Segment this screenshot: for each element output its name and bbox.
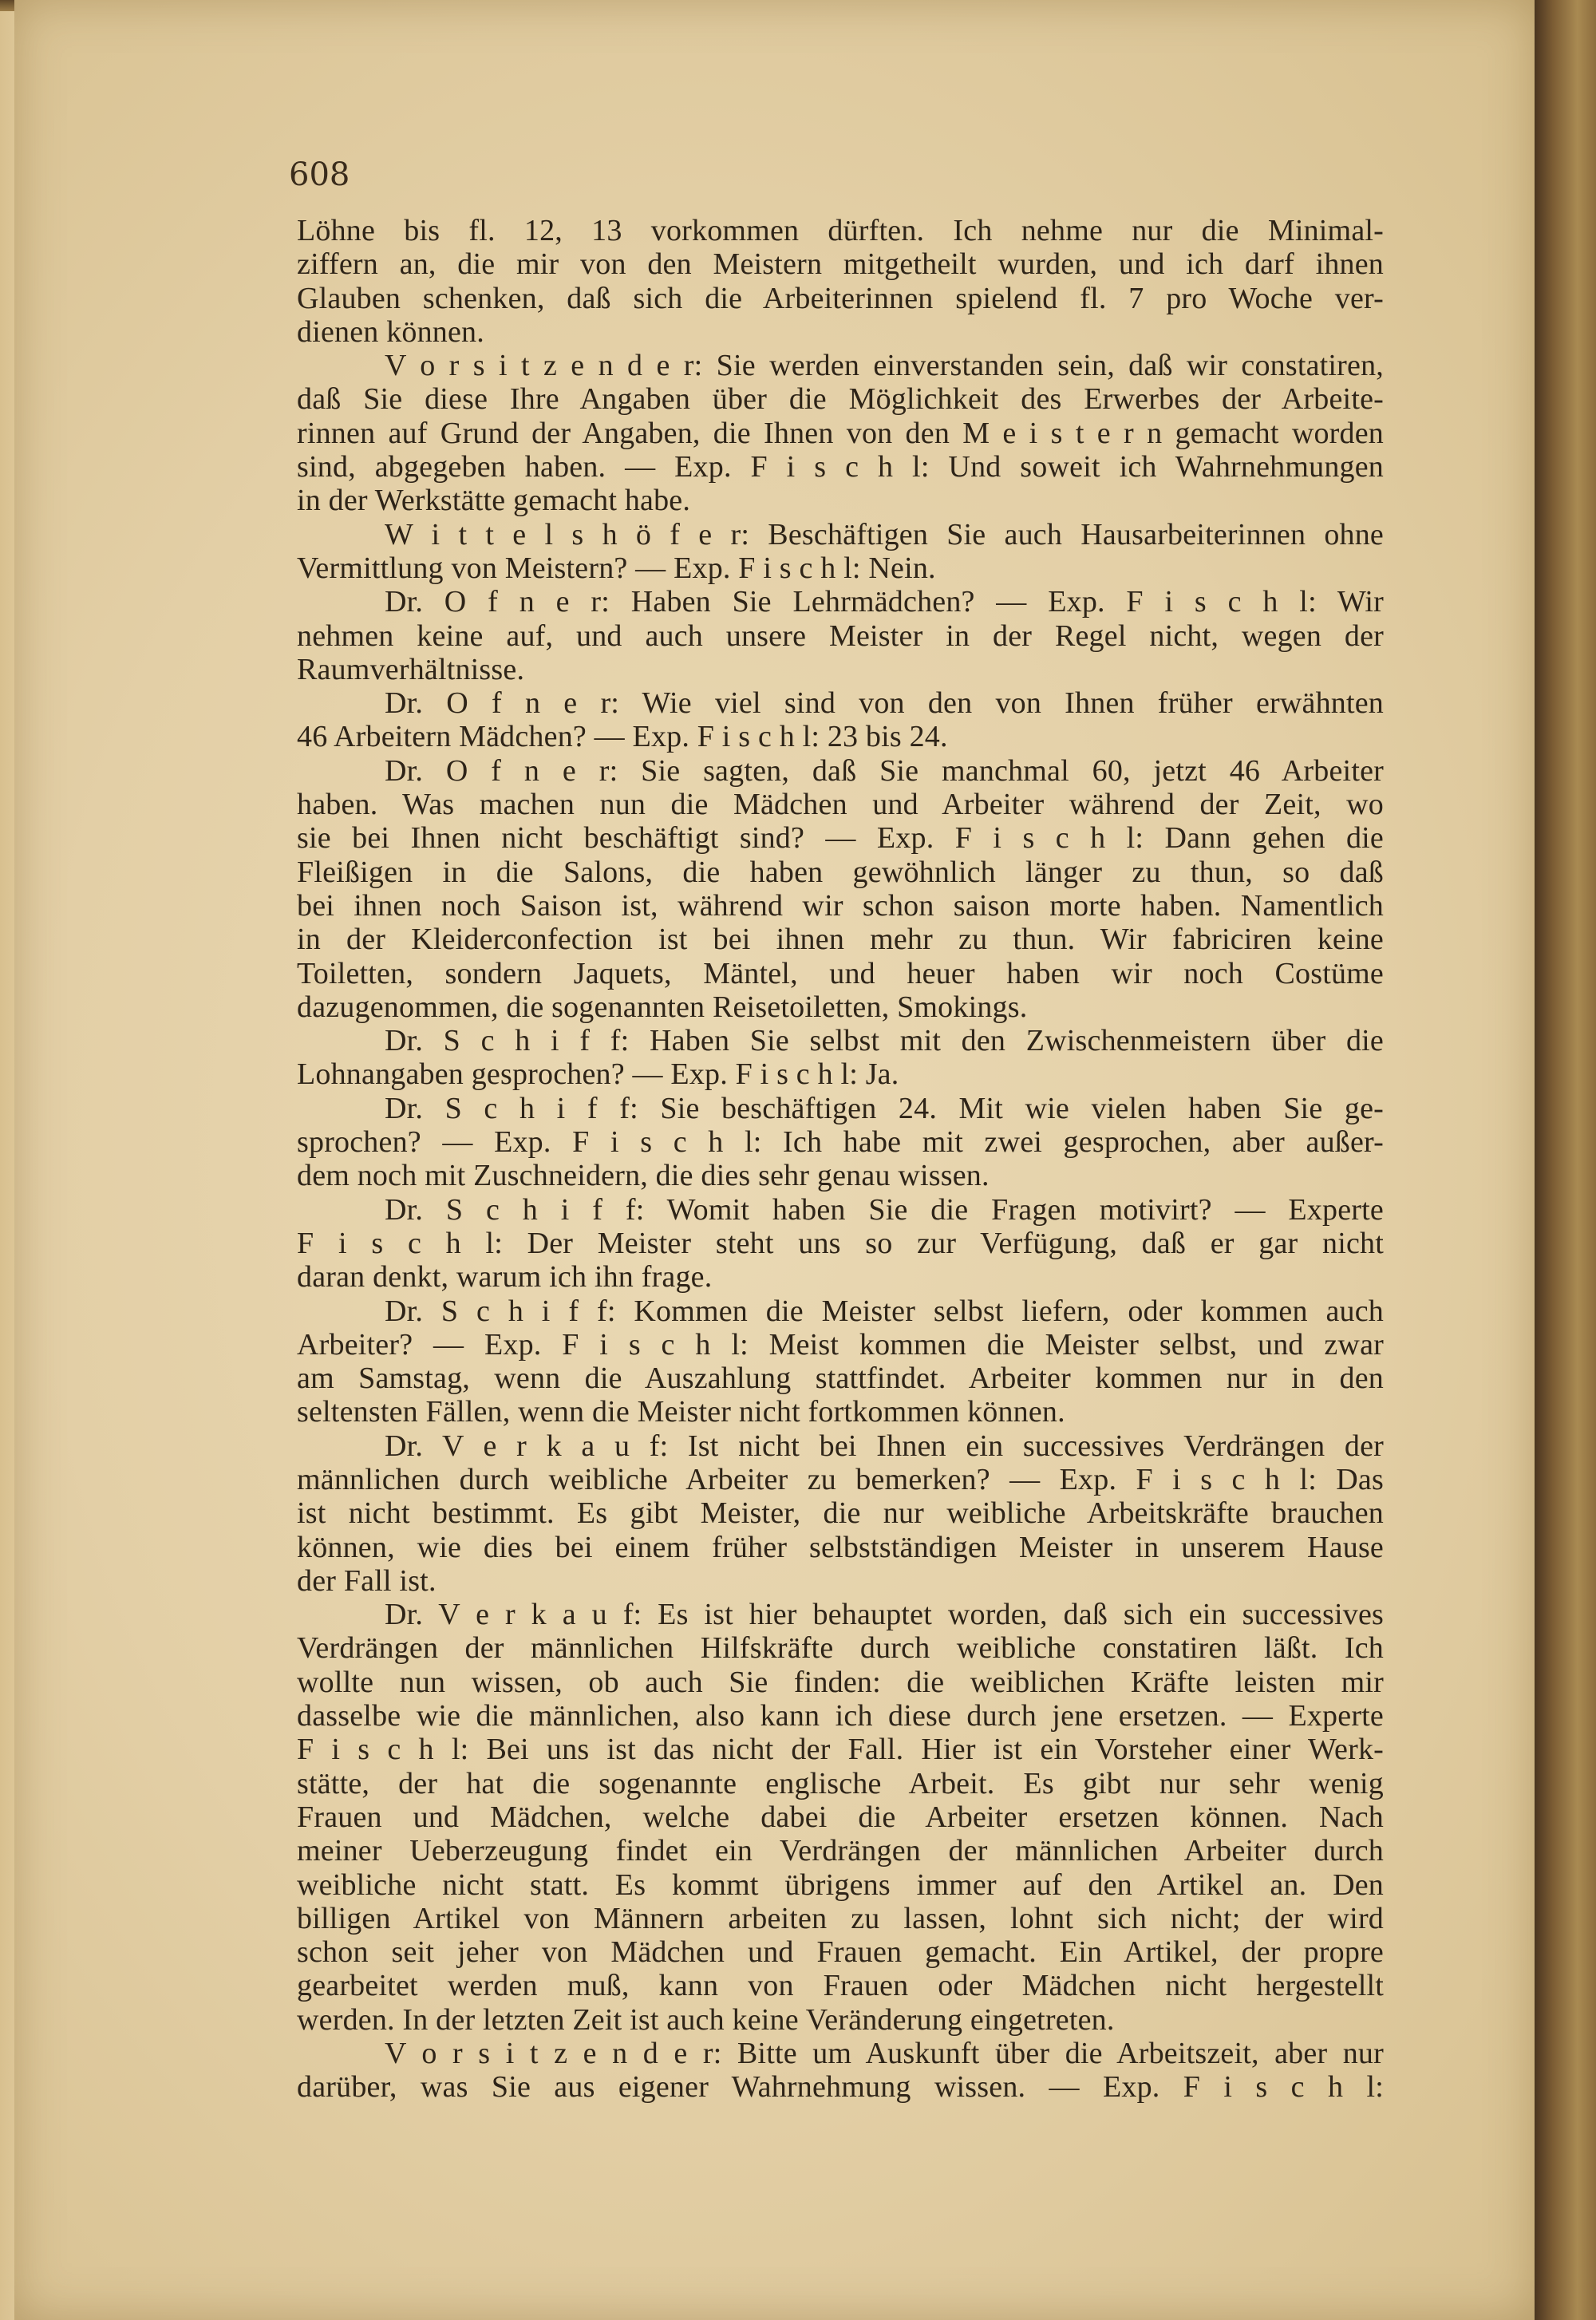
text-line: dazugenommen, die sogenannten Reisetoiletten, Smokings. xyxy=(297,990,1028,1024)
text-line: Toiletten, sondern Jaquets, Mäntel, und heuer haben wir noch Costüme xyxy=(297,956,1384,990)
text-line: dem noch mit Zuschneidern, die dies sehr genau wissen. xyxy=(297,1159,990,1193)
text-line: der Fall ist. xyxy=(297,1563,437,1598)
text-line: dasselbe wie die männlichen, also kann ich diese durch jene ersetzen. — Experte xyxy=(297,1699,1384,1733)
text-line: Vermittlung von Meistern? — Exp. F i s c h l: Nein. xyxy=(297,551,936,585)
text-line: Fleißigen in die Salons, die haben gewöhnlich länger zu thun, so daß xyxy=(297,855,1384,889)
text-line: seltensten Fällen, wenn die Meister nicht fortkommen können. xyxy=(297,1395,1065,1429)
text-line: daß Sie diese Ihre Angaben über die Möglichkeit des Erwerbes der Arbeite- xyxy=(297,382,1384,417)
text-line: Arbeiter? — Exp. F i s c h l: Meist kommen die Meister selbst, und zwar xyxy=(297,1327,1384,1362)
text-line: in der Kleiderconfection ist bei ihnen mehr zu thun. Wir fabriciren keine xyxy=(297,923,1384,957)
text-line: daran denkt, warum ich ihn frage. xyxy=(297,1260,713,1294)
text-line: rinnen auf Grund der Angaben, die Ihnen von den M e i s t e r n gemacht worden xyxy=(297,416,1384,450)
text-line: ziffern an, die mir von den Meistern mitgetheilt wurden, und ich darf ihnen xyxy=(297,247,1384,282)
text-line: Dr. O f n e r: Wie viel sind von den von Ihnen früher erwähnten xyxy=(385,686,1384,721)
text-line: V o r s i t z e n d e r: Sie werden einverstanden sein, daß wir constatiren, xyxy=(385,349,1384,383)
text-line: dienen können. xyxy=(297,314,484,349)
text-line: in der Werkstätte gemacht habe. xyxy=(297,484,691,518)
text-line: Löhne bis fl. 12, 13 vorkommen dürften. Ich nehme nur die Minimal- xyxy=(297,214,1384,247)
text-line: sie bei Ihnen nicht beschäftigt sind? — Exp. F i s c h l: Dann gehen die xyxy=(297,821,1384,856)
text-line: wollte nun wissen, ob auch Sie finden: die weiblichen Kräfte leisten mir xyxy=(297,1665,1384,1699)
text-line: Dr. O f n e r: Sie sagten, daß Sie manchmal 60, jetzt 46 Arbeiter xyxy=(385,753,1384,788)
text-line: Dr. V e r k a u f: Es ist hier behauptet worden, daß sich ein successives xyxy=(385,1598,1384,1632)
text-line: Dr. S c h i f f: Womit haben Sie die Fragen motivirt? — Experte xyxy=(385,1192,1384,1227)
text-line: weibliche nicht statt. Es kommt übrigens immer auf den Artikel an. Den xyxy=(297,1867,1384,1902)
text-line: am Samstag, wenn die Auszahlung stattfindet. Arbeiter kommen nur in den xyxy=(297,1362,1384,1396)
text-line: Glauben schenken, daß sich die Arbeiterinnen spielend fl. 7 pro Woche ver- xyxy=(297,281,1384,315)
text-line: bei ihnen noch Saison ist, während wir schon saison morte haben. Namentlich xyxy=(297,888,1384,923)
text-line: Dr. V e r k a u f: Ist nicht bei Ihnen ein successives Verdrängen der xyxy=(385,1429,1384,1463)
text-line: 46 Arbeitern Mädchen? — Exp. F i s c h l: 23 bis 24. xyxy=(297,720,948,754)
page-number: 608 xyxy=(289,156,350,193)
book-spine-edge xyxy=(1535,0,1596,2320)
text-line: sprochen? — Exp. F i s c h l: Ich habe mit zwei gesprochen, aber außer- xyxy=(297,1125,1384,1160)
text-line: männlichen durch weibliche Arbeiter zu bemerken? — Exp. F i s c h l: Das xyxy=(297,1462,1384,1496)
text-line: sind, abgegeben haben. — Exp. F i s c h l: Und soweit ich Wahrnehmungen xyxy=(297,450,1384,484)
text-line: haben. Was machen nun die Mädchen und Arbeiter während der Zeit, wo xyxy=(297,788,1384,822)
text-line: darüber, was Sie aus eigener Wahrnehmung wissen. — Exp. F i s c h l: xyxy=(297,2070,1384,2105)
text-line: F i s c h l: Bei uns ist das nicht der Fall. Hier ist ein Vorsteher einer Werk- xyxy=(297,1733,1384,1767)
text-line: können, wie dies bei einem früher selbstständigen Meister in unserem Hause xyxy=(297,1530,1384,1564)
text-line: Dr. S c h i f f: Haben Sie selbst mit den Zwischenmeistern über die xyxy=(385,1024,1384,1058)
text-line: Frauen und Mädchen, welche dabei die Arbeiter ersetzen können. Nach xyxy=(297,1800,1384,1834)
text-line: F i s c h l: Der Meister steht uns so zur Verfügung, daß er gar nicht xyxy=(297,1226,1384,1260)
body-text xyxy=(297,214,1384,2105)
text-line: Verdrängen der männlichen Hilfskräfte durch weibliche constatiren läßt. Ich xyxy=(297,1631,1384,1666)
text-line: stätte, der hat die sogenannte englische Arbeit. Es gibt nur sehr wenig xyxy=(297,1766,1384,1800)
text-line: Lohnangaben gesprochen? — Exp. F i s c h l: Ja. xyxy=(297,1057,899,1092)
text-line: Dr. S c h i f f: Kommen die Meister selbst liefern, oder kommen auch xyxy=(385,1294,1384,1328)
text-line: werden. In der letzten Zeit ist auch keine Veränderung eingetreten. xyxy=(297,2002,1115,2037)
text-line: Dr. O f n e r: Haben Sie Lehrmädchen? — Exp. F i s c h l: Wir xyxy=(385,585,1384,619)
text-line: gearbeitet werden muß, kann von Frauen oder Mädchen nicht hergestellt xyxy=(297,1969,1384,2003)
text-line: nehmen keine auf, und auch unsere Meister in der Regel nicht, wegen der xyxy=(297,619,1384,653)
text-line: ist nicht bestimmt. Es gibt Meister, die nur weibliche Arbeitskräfte brauchen xyxy=(297,1496,1384,1531)
text-line: billigen Artikel von Männern arbeiten zu lassen, lohnt sich nicht; der wird xyxy=(297,1901,1384,1935)
text-line: schon seit jeher von Mädchen und Frauen gemacht. Ein Artikel, der propre xyxy=(297,1935,1384,1970)
text-line: Raumverhältnisse. xyxy=(297,652,525,686)
text-line: V o r s i t z e n d e r: Bitte um Auskunft über die Arbeitszeit, aber nur xyxy=(385,2037,1384,2071)
text-line: meiner Ueberzeugung findet ein Verdrängen der männlichen Arbeiter durch xyxy=(297,1834,1384,1868)
text-line: W i t t e l s h ö f e r: Beschäftigen Sie auch Hausarbeiterinnen ohne xyxy=(385,517,1384,551)
text-line: Dr. S c h i f f: Sie beschäftigen 24. Mit wie vielen haben Sie ge- xyxy=(385,1091,1384,1125)
